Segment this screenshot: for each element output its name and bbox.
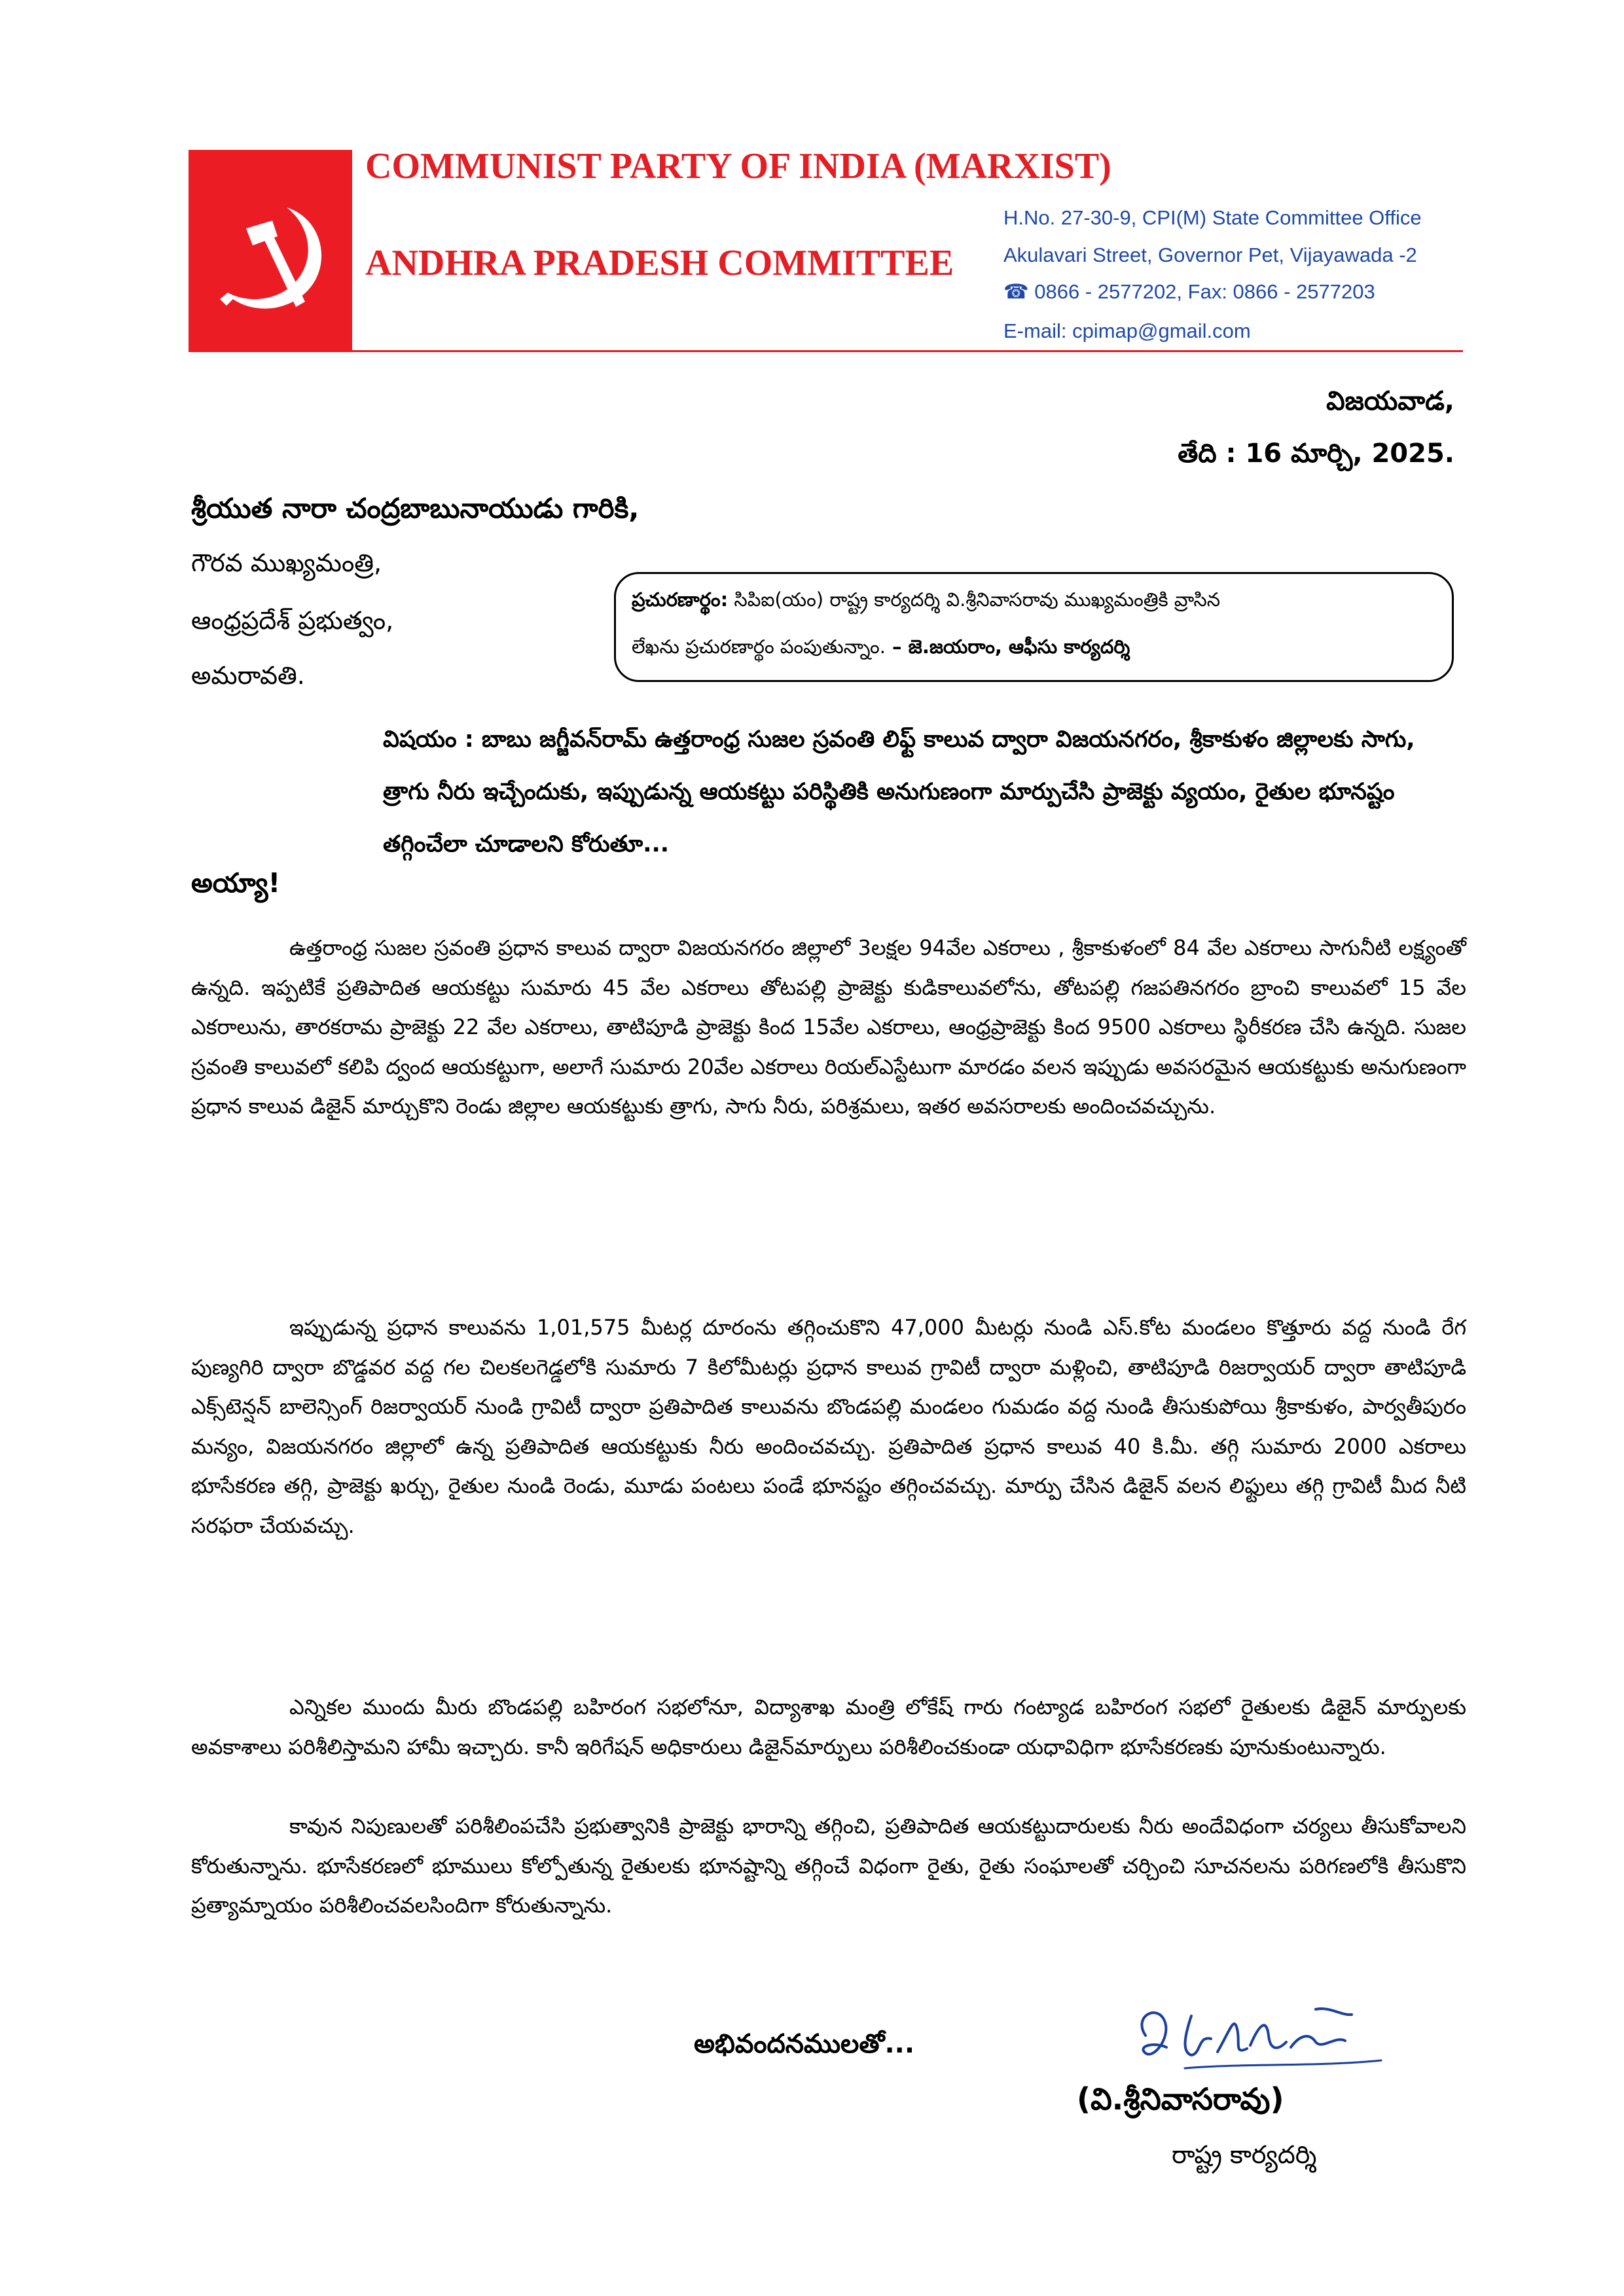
body-paragraph: కావున నిపుణులతో పరిశీలింపచేసి ప్రభుత్వానికి ప్రాజెక్టు భారాన్ని తగ్గించి, ప్రతిపాదిత ఆయకట్టుదారులకు నీరు అందేవిధంగా చర్యలు తీసుకోవాలని కోరుతున్నాను. భూసేకరణలో భూములు కోల్పోతున్న రైతులకు భూనష్టాన్ని తగ్గించే విధంగా రైతు, రైతు సంఘాలతో చర్చించి సూచనలను పరిగణలోకి తీసుకొని ప్రత్యామ్నాయం పరిశీలించవలసిందిగా కోరుతున్నాను. bbox=[191, 1814, 1466, 1918]
street-address-line: Akulavari Street, Governor Pet, Vijayawada -2 bbox=[1003, 243, 1417, 266]
signer-title: రాష్ట్ర కార్యదర్శి bbox=[1172, 2140, 1317, 2169]
addressee-location: అమరావతి. bbox=[191, 661, 305, 690]
addressee-name: శ్రీయుత నారా చంద్రబాబునాయుడు గారికి, bbox=[191, 492, 640, 524]
body-paragraph: ఇప్పుడున్న ప్రధాన కాలువను 1,01,575 మీటర్ల దూరంను తగ్గించుకొని 47,000 మీటర్లు నుండి ఎస్.కోట మండలం కొత్తూరు వద్ద నుండి రేగ పుణ్యగిరి ద్వారా బొడ్డవర వద్ద గల చిలకలగెడ్డలోకి సుమారు 7 కిలోమీటర్లు ప్రధాన కాలువ గ్రావిటీ ద్వారా మళ్లించి, తాటిపూడి రిజర్వాయర్ ద్వారా తాటిపూడి ఎక్స్‌టెన్షన్ బాలెన్సింగ్ రిజర్వాయర్ నుండి గ్రావిటీ ద్వారా ప్రతిపాదిత కాలువను బొండపల్లి మండలం గుమడం వద్ద నుండి తీసుకుపోయి శ్రీకాకుళం, పార్వతీపురం మన్యం, విజయనగరం జిల్లాలో ఉన్న ప్రతిపాదిత ఆయకట్టుకు నీరు అందించవచ్చు. ప్రతిపాదిత ప్రధాన కాలువ 40 కి.మీ. తగ్గి సుమారు 2000 ఎకరాలు భూసేకరణ తగ్గి, ప్రాజెక్టు ఖర్చు, రైతుల నుండి రెండు, మూడు పంటలు పండే భూనష్టం తగ్గించవచ్చు. మార్పు చేసిన డిజైన్ వలన లిఫ్టులు తగ్గి గ్రావిటీ మీద నీటి సరఫరా చేయవచ్చు. bbox=[191, 1315, 1466, 1538]
press-note-text-2: లేఖను ప్రచురణార్థం పంపుతున్నాం. bbox=[632, 636, 886, 658]
letter-date: తేది : 16 మార్చి, 2025. bbox=[1178, 439, 1454, 469]
press-note-text: సిపిఐ(యం) రాష్ట్ర కార్యదర్శి వి.శ్రీనివాసరావు ముఖ్యమంత్రికి వ్రాసిన bbox=[728, 588, 1221, 611]
hammer-sickle-icon bbox=[189, 150, 352, 352]
body-paragraph: ఉత్తరాంధ్ర సుజల స్రవంతి ప్రధాన కాలువ ద్వారా విజయనగరం జిల్లాలో 3లక్షల 94వేల ఎకరాలు , శ్రీకాకుళంలో 84 వేల ఎకరాలు సాగునీటి లక్ష్యంతో ఉన్నది. ఇప్పటికే ప్రతిపాదిత ఆయకట్టు సుమారు 45 వేల ఎకరాలు తోటపల్లి ప్రాజెక్టు కుడికాలువలోను, తోటపల్లి గజపతినగరం బ్రాంచి కాలువలో 15 వేల ఎకరాలును, తారకరామ ప్రాజెక్టు 22 వేల ఎకరాలు, తాటిపూడి ప్రాజెక్టు కింద 15వేల ఎకరాలు, ఆంధ్రప్రాజెక్టు కింద 9500 ఎకరాలు స్థిరీకరణ చేసి ఉన్నది. సుజల స్రవంతి కాలువలో కలిపి ద్వంద ఆయకట్టుగా, అలాగే సుమారు 20వేల ఎకరాలు రియల్ఎస్టేటుగా మారడం వలన ఇప్పుడు అవసరమైన ఆయకట్టుకు అనుగుణంగా ప్రధాన కాలువ డిజైన్ మార్చుకొని రెండు జిల్లాల ఆయకట్టుకు త్రాగు, సాగు నీరు, పరిశ్రమలు, ఇతర అవసరాలకు అందించవచ్చును. bbox=[191, 935, 1466, 1119]
addressee-government: ఆంధ్రప్రదేశ్ ప్రభుత్వం, bbox=[191, 606, 394, 635]
header-divider bbox=[350, 350, 1463, 352]
press-note-label: ప్రచురణార్థం: bbox=[632, 588, 729, 611]
closing-greeting: అభివందనములతో... bbox=[694, 2029, 915, 2059]
salutation: అయ్యా! bbox=[191, 867, 281, 899]
email-line: E-mail: cpimap@gmail.com bbox=[1003, 319, 1251, 342]
letter-place: విజయవాడ, bbox=[1326, 386, 1454, 416]
committee-name: ANDHRA PRADESH COMMITTEE bbox=[365, 243, 954, 283]
addressee-designation: గౌరవ ముఖ్యమంత్రి, bbox=[191, 548, 382, 577]
press-note-box bbox=[614, 572, 1454, 682]
signer-name: (వి.శ్రీనివాసరావు) bbox=[1077, 2081, 1284, 2117]
phone-fax-line: ☎ 0866 - 2577202, Fax: 0866 - 2577203 bbox=[1003, 280, 1375, 303]
press-note-sender: – జె.జయరాం, ఆఫీసు కార్యదర్శి bbox=[885, 636, 1130, 658]
handwritten-signature bbox=[1119, 1990, 1407, 2081]
body-paragraph: ఎన్నికల ముందు మీరు బొండపల్లి బహిరంగ సభలోనూ, విద్యాశాఖ మంత్రి లోకేష్ గారు గంట్యాడ బహిరంగ సభలో రైతులకు డిజైన్ మార్పులకు అవకాశాలు పరిశీలిస్తామని హామీ ఇచ్చారు. కానీ ఇరిగేషన్ అధికారులు డిజైన్‌మార్పులు పరిశీలించకుండా యధావిధిగా భూసేకరణకు పూనుకుంటున్నారు. bbox=[191, 1695, 1466, 1759]
office-address-line: H.No. 27-30-9, CPI(M) State Committee Office bbox=[1003, 206, 1422, 229]
party-name: COMMUNIST PARTY OF INDIA (MARXIST) bbox=[365, 146, 1111, 187]
party-logo bbox=[189, 150, 352, 352]
press-note-line bbox=[632, 636, 1436, 663]
letter-subject: విషయం : బాబు జగ్జీవన్‌రామ్ ఉత్తరాంధ్ర సుజల స్రవంతి లిఫ్ట్ కాలువ ద్వారా విజయనగరం, శ్రీకాకుళం జిల్లాలకు సాగు, త్రాగు నీరు ఇచ్చేందుకు, ఇప్పుడున్న ఆయకట్టు పరిస్థితికి అనుగుణంగా మార్పుచేసి ప్రాజెక్టు వ్యయం, రైతుల భూనష్టం తగ్గించేలా చూడాలని కోరుతూ... bbox=[383, 726, 1415, 857]
press-note-line bbox=[632, 588, 1436, 616]
